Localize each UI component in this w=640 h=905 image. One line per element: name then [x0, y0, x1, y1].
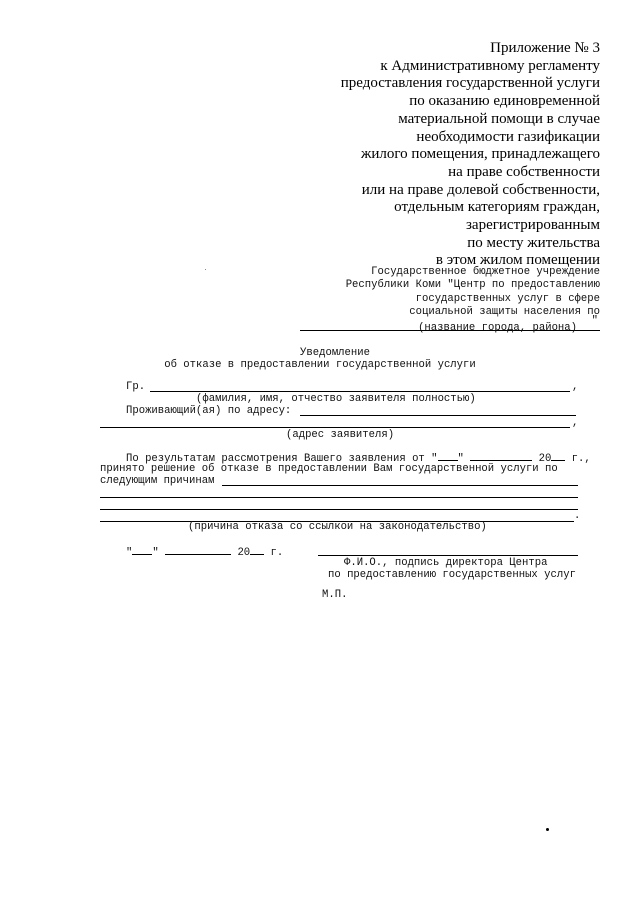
appendix-header — [300, 40, 600, 270]
day-quote-close: " — [457, 453, 464, 465]
appendix-line: жилого помещения, принадлежащего — [361, 146, 600, 163]
day-blank — [438, 451, 458, 461]
notice-subtitle: об отказе в предоставлении государственной услуги — [164, 359, 476, 371]
city-caption: (название города, района) — [418, 322, 577, 334]
reason-caption: (причина отказа со ссылкой на законодательство) — [188, 521, 487, 533]
body-line-1-start: По результатам рассмотрения Вашего заявления от " — [126, 453, 438, 465]
sign-quote-close: " — [152, 547, 159, 559]
appendix-line: к Административному регламенту — [380, 57, 600, 74]
appendix-line: Приложение № 3 — [490, 40, 600, 56]
year-suffix: г., — [571, 453, 591, 465]
signature-caption-2: по предоставлению государственных услуг — [328, 569, 576, 581]
name-comma: , — [572, 381, 579, 393]
organization-line: государственных услуг в сфере — [415, 292, 600, 305]
year-blank — [551, 451, 565, 461]
stamp-placeholder: М.П. — [322, 589, 348, 601]
sign-month-blank — [165, 545, 231, 555]
appendix-line: по месту жительства — [467, 234, 600, 251]
sign-day-blank — [132, 545, 152, 555]
month-blank — [470, 451, 532, 461]
address-caption: (адрес заявителя) — [286, 429, 395, 441]
reason-period: . — [574, 510, 581, 522]
appendix-line: или на праве долевой собственности, — [361, 181, 600, 198]
appendix-line: отдельным категориям граждан, — [394, 199, 600, 216]
year-prefix: 20 — [538, 453, 552, 465]
sign-year-prefix: 20 — [237, 547, 251, 559]
address-line-2 — [100, 427, 570, 428]
closing-quote: " — [591, 315, 598, 328]
organization-line: социальной защиты населения по — [409, 305, 600, 318]
citizen-prefix: Гр. — [126, 381, 146, 393]
applicant-name-line — [150, 391, 570, 392]
sign-year-suffix: г. — [270, 547, 284, 559]
body-line-3: следующим причинам — [100, 475, 215, 487]
sign-year-blank — [250, 545, 264, 555]
address-line-1 — [300, 415, 576, 416]
name-caption: (фамилия, имя, отчество заявителя полностью) — [196, 393, 476, 405]
scan-speck — [205, 269, 206, 270]
reason-line-2 — [100, 497, 578, 498]
body-line-2: принято решение об отказе в предоставлении Вам государственной услуги по — [100, 463, 558, 475]
sign-quote-open: " — [126, 547, 133, 559]
appendix-line: необходимости газификации — [416, 128, 600, 145]
organization-line: Республики Коми "Центр по предоставлению — [345, 279, 600, 292]
appendix-line: на праве собственности — [448, 163, 600, 180]
appendix-line: в этом жилом помещении — [435, 252, 600, 269]
reason-line-3 — [100, 509, 578, 510]
notice-title: Уведомление — [300, 347, 370, 359]
appendix-line: материальной помощи в случае — [398, 110, 600, 127]
signature-caption-1: Ф.И.О., подпись директора Центра — [344, 557, 548, 569]
reason-line-1 — [222, 485, 578, 486]
organization-line: Государственное бюджетное учреждение — [371, 266, 600, 278]
address-comma: , — [572, 417, 579, 429]
appendix-line: по оказанию единовременной — [409, 93, 600, 110]
address-label: Проживающий(ая) по адресу: — [126, 405, 292, 417]
signature-date — [126, 545, 283, 559]
scan-dot — [546, 828, 549, 831]
signature-line — [318, 555, 578, 556]
appendix-line: предоставления государственной услуги — [340, 75, 600, 92]
appendix-line: зарегистрированным — [465, 217, 600, 234]
